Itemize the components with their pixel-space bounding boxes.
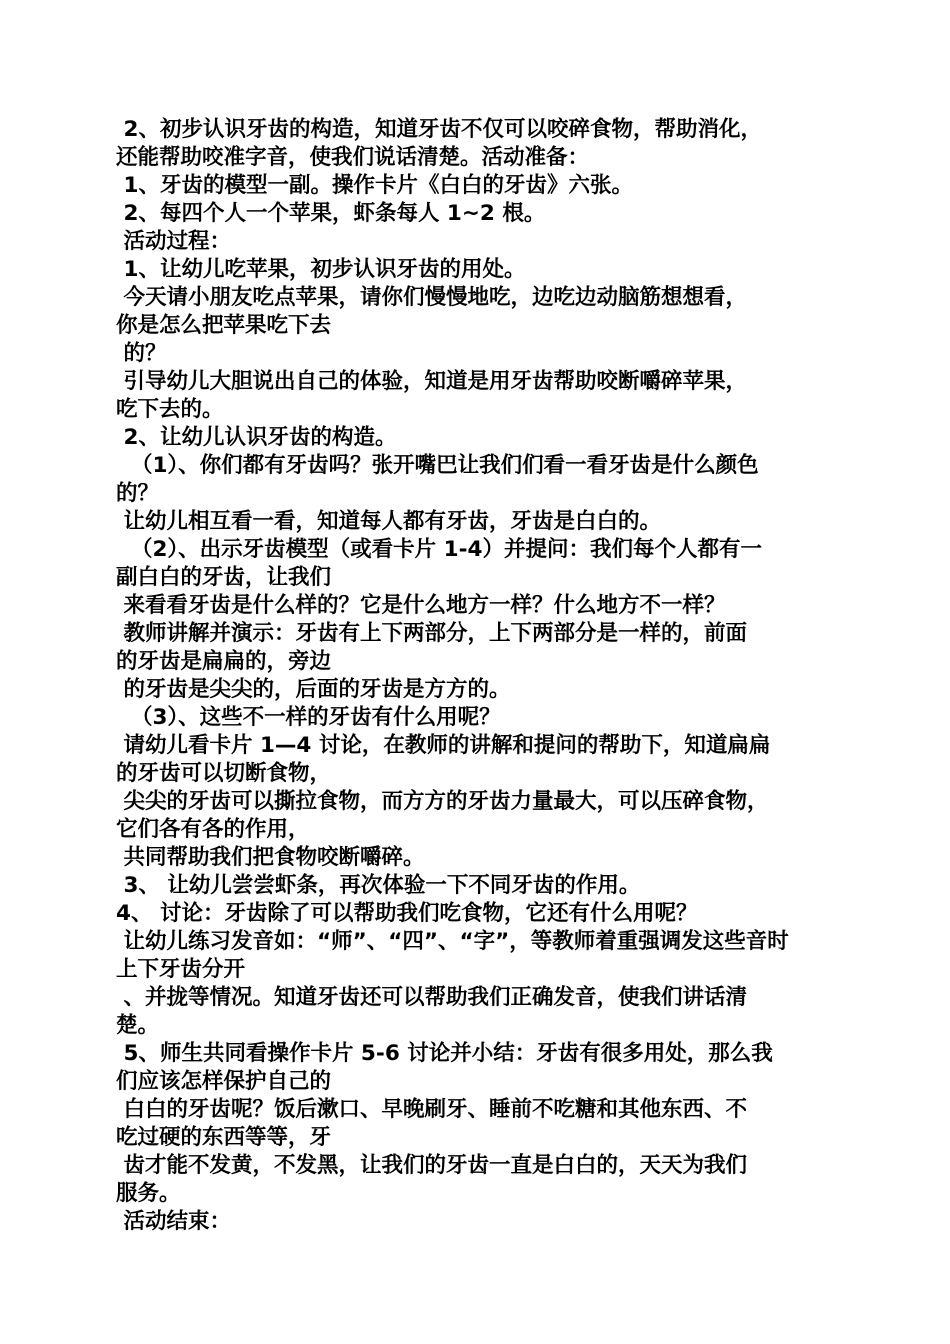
text-line: （1）、你们都有牙齿吗？张开嘴巴让我们们看一看牙齿是什么颜色 (116, 453, 759, 478)
text-line: 的？ (116, 341, 167, 366)
text-line: 还能帮助咬准字音，使我们说话清楚。活动准备： (116, 145, 590, 170)
text-line: 的牙齿可以切断食物， (116, 761, 332, 786)
text-line: 请幼儿看卡片 1—4 讨论，在教师的讲解和提问的帮助下，知道扁扁 (116, 733, 771, 758)
text-line: 让幼儿练习发音如：“师”、“四”、“字”，等教师着重强调发这些音时 (116, 929, 789, 954)
text-line: 上下牙齿分开 (116, 957, 246, 982)
text-line: 活动过程： (116, 229, 231, 254)
text-line: 1、牙齿的模型一副。操作卡片《白白的牙齿》六张。 (116, 173, 633, 198)
text-line: 教师讲解并演示：牙齿有上下两部分，上下两部分是一样的，前面 (116, 621, 747, 646)
text-line: 让幼儿相互看一看，知道每人都有牙齿，牙齿是白白的。 (116, 509, 661, 534)
text-line: 它们各有各的作用， (116, 817, 310, 842)
text-line: 2、初步认识牙齿的构造，知道牙齿不仅可以咬碎食物，帮助消化， (116, 117, 762, 142)
text-line: 的牙齿是尖尖的，后面的牙齿是方方的。 (116, 677, 511, 702)
text-line: 吃过硬的东西等等，牙 (116, 1125, 332, 1150)
text-line: 引导幼儿大胆说出自己的体验，知道是用牙齿帮助咬断嚼碎苹果， (116, 369, 747, 394)
text-line: 今天请小朋友吃点苹果，请你们慢慢地吃，边吃边动脑筋想想看， (116, 285, 747, 310)
text-line: 副白白的牙齿，让我们 (116, 565, 332, 590)
text-line: 服务。 (116, 1181, 181, 1206)
text-line: 来看看牙齿是什么样的？它是什么地方一样？什么地方不一样？ (116, 593, 726, 618)
text-line: 的？ (116, 481, 160, 506)
text-line: 4、 讨论：牙齿除了可以帮助我们吃食物，它还有什么用呢？ (116, 901, 698, 926)
text-line: 2、每四个人一个苹果，虾条每人 1~2 根。 (116, 201, 546, 226)
text-line: 楚。 (116, 1013, 160, 1038)
text-line: 白白的牙齿呢？饭后漱口、早晚刷牙、睡前不吃糖和其他东西、不 (116, 1097, 747, 1122)
text-line: 吃下去的。 (116, 397, 224, 422)
text-line: 齿才能不发黄，不发黑，让我们的牙齿一直是白白的，天天为我们 (116, 1153, 747, 1178)
text-line: 活动结束： (116, 1209, 231, 1234)
document-body (116, 116, 836, 1236)
text-line: 3、 让幼儿尝尝虾条，再次体验一下不同牙齿的作用。 (116, 873, 641, 898)
text-line: 的牙齿是扁扁的，旁边 (116, 649, 332, 674)
text-line: 、并拢等情况。知道牙齿还可以帮助我们正确发音，使我们讲话清 (116, 985, 747, 1010)
text-line: 你是怎么把苹果吃下去 (116, 313, 332, 338)
text-line: 2、让幼儿认识牙齿的构造。 (116, 425, 397, 450)
text-line: 们应该怎样保护自己的 (116, 1069, 332, 1094)
text-line: 共同帮助我们把食物咬断嚼碎。 (116, 845, 425, 870)
text-line: （2）、出示牙齿模型（或看卡片 1-4）并提问：我们每个人都有一 (116, 537, 763, 562)
text-line: 尖尖的牙齿可以撕拉食物，而方方的牙齿力量最大，可以压碎食物， (116, 789, 769, 814)
text-line: 5、师生共同看操作卡片 5-6 讨论并小结：牙齿有很多用处，那么我 (116, 1041, 773, 1066)
text-line: （3）、这些不一样的牙齿有什么用呢？ (116, 705, 501, 730)
text-line: 1、让幼儿吃苹果，初步认识牙齿的用处。 (116, 257, 526, 282)
